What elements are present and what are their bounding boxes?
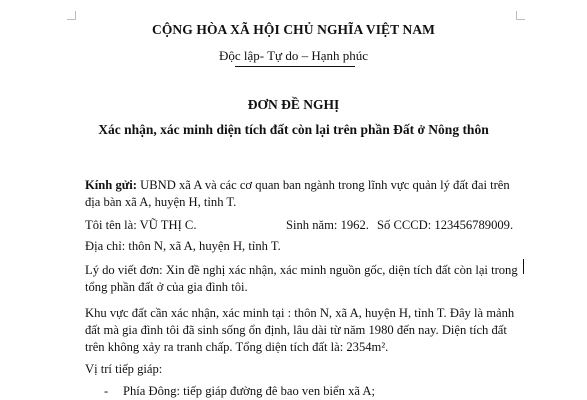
recipient-text: UBND xã A và các cơ quan ban ngành trong lĩnh vực quản lý đất đai trên địa bàn xã A, huyện H, tỉnh T. <box>85 178 510 209</box>
person-id-number: Số CCCD: 123456789009. <box>377 218 514 232</box>
page-corner-marker <box>516 11 525 20</box>
national-title: CỘNG HÒA XÃ HỘI CHỦ NGHĨA VIỆT NAM <box>151 22 436 37</box>
motto-underline <box>235 66 355 67</box>
boundaries-heading: Vị trí tiếp giáp: <box>85 362 163 376</box>
person-name: Tôi tên là: VŨ THỊ C. <box>85 218 197 232</box>
document-subtitle: Xác nhận, xác minh diện tích đất còn lại trên phần Đất ở Nông thôn <box>98 122 489 137</box>
person-address: Địa chỉ: thôn N, xã A, huyện H, tỉnh T. <box>85 239 281 253</box>
reason-paragraph: Lý do viết đơn: Xin đề nghị xác nhận, xác minh nguồn gốc, diện tích đất còn lại trong tổng phần đất ở của gia đình tôi. <box>85 263 518 294</box>
document-title: ĐƠN ĐỀ NGHỊ <box>247 97 340 112</box>
recipient-label: Kính gửi: <box>85 178 137 192</box>
person-birth-year: Sinh năm: 1962. <box>286 218 369 232</box>
page-corner-marker <box>67 11 76 20</box>
recipient-paragraph <box>85 177 525 211</box>
national-motto: Độc lập- Tự do – Hạnh phúc <box>218 48 369 63</box>
area-paragraph: Khu vực đất cần xác nhận, xác minh tại : thôn N, xã A, huyện H, tỉnh T. Đây là mảnh đất mà gia đình tôi đã sinh sống ổn định, lâu dài từ năm 1980 đến nay. Diện tích đất trên không xảy ra tranh chấp. Tổng diện tích đất là: 2354m². <box>85 306 515 354</box>
boundary-item: Phía Đông: tiếp giáp đường đê bao ven biển xã A; <box>123 384 376 398</box>
list-bullet: - <box>104 384 109 398</box>
text-cursor <box>523 259 524 274</box>
